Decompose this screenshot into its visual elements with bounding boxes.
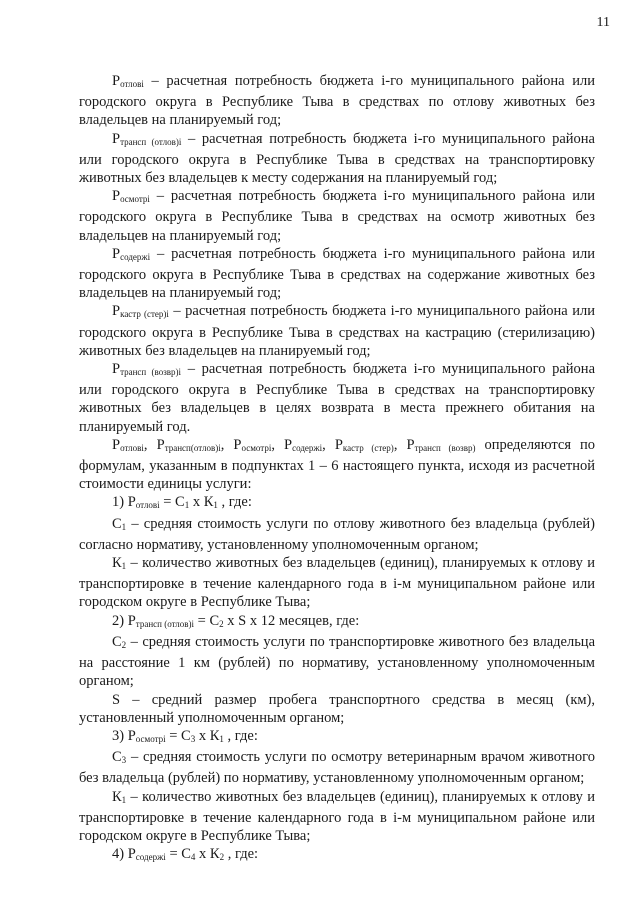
formula-rhs: = С (165, 727, 191, 744)
formula-subscript: 1 (213, 500, 218, 511)
symbol: Р (112, 130, 121, 147)
paragraph-text: определяются по формулам, указанным в подпунктах 1 – 6 настоящего пункта, исходя из расчетной стоимости единицы услуги: (79, 436, 596, 493)
definition-c2 (79, 633, 595, 691)
paragraph-text: – количество животных без владельцев (единиц), планируемых к отлову и транспортировке в течение календарного года в i-м муниципальном районе или городском округе в Республике Тыва; (79, 555, 595, 611)
formula-3 (79, 727, 595, 748)
document-body (79, 72, 595, 866)
paragraph-text: – средняя стоимость услуги по отлову животного без владельца (рублей) согласно нормативу, установленному уполномоченным органом; (79, 515, 595, 553)
formula-lhs: 4) Р (112, 846, 136, 863)
formula-tail: х S х 12 месяцев, где: (223, 612, 360, 629)
paragraph-text: – расчетная потребность бюджета i-го муниципального района или городского округа в Республике Тыва в средствах на транспортировку животных без владельцев в целях возврата в места прежнего обитания на планируемый год. (79, 361, 596, 435)
symbol: Р (284, 436, 293, 453)
paragraph-text: – расчетная потребность бюджета i-го муниципального района или городского округа в Республике Тыва в средствах на кастрацию (стерилизацию) животных без владельцев на планируемый год; (79, 303, 595, 359)
symbol: Р (156, 436, 165, 453)
paragraph-text: – расчетная потребность бюджета i-го муниципального района или городского округа в Республике Тыва в средствах на транспортировку животных без владельцев к месту содержания на планируемый год; (79, 130, 595, 187)
paragraph-def-otlov (79, 72, 595, 130)
formula-subscript: 1 (184, 500, 190, 511)
definition-s (79, 691, 595, 727)
formula-tail: , где: (224, 846, 259, 863)
paragraph-text: – средняя стоимость услуги по осмотру ветеринарным врачом животного без владельца (рублей) по нормативу, установленному уполномоченным органом; (79, 749, 595, 787)
formula-subscript: 1 (219, 733, 224, 744)
symbol-subscript: 1 (121, 561, 127, 572)
formula-rhs: х К (195, 727, 220, 744)
formula-tail: , где: (217, 494, 252, 511)
symbol-subscript: 2 (121, 639, 127, 650)
symbol: Р (112, 245, 121, 262)
definition-c1 (79, 515, 595, 554)
symbol-subscript: кастр (стер) (342, 442, 394, 453)
definition-k1-repeat (79, 788, 595, 846)
paragraph-text: – расчетная потребность бюджета i-го муниципального района или городского округа в Республике Тыва в средствах на осмотр животных без владельцев на планируемый год; (79, 188, 595, 244)
paragraph-text: – расчетная потребность бюджета i-го муниципального района или городского округа в Республике Тыва в средствах на содержание животных без владельцев на планируемый год; (79, 245, 595, 302)
symbol-subscript: 1 (121, 521, 127, 532)
formula-tail: , где: (223, 727, 258, 744)
formula-rhs: = С (194, 612, 220, 629)
symbol-subscript: 1 (121, 794, 127, 805)
symbol-subscript: 3 (121, 755, 127, 766)
formula-subscript: содержi (135, 852, 166, 863)
paragraph-text: – расчетная потребность бюджета i-го муниципального района или городского округа в Республике Тыва в средствах по отлову животных без владельцев на планируемый год; (79, 73, 595, 129)
symbol-subscript: трансп(отлов)i (164, 442, 221, 453)
formula-2 (79, 612, 595, 633)
symbol-subscript: трансп (возвр)i (120, 367, 182, 378)
formula-lhs: 2) Р (112, 612, 136, 629)
separator: , (143, 436, 157, 453)
symbol: Р (112, 303, 121, 320)
separator: , (271, 436, 285, 453)
formula-subscript: 2 (219, 852, 225, 863)
formula-subscript: осмотрi (135, 733, 166, 744)
definition-c3 (79, 748, 595, 787)
symbol: Р (334, 436, 343, 453)
symbol-subscript: отловi (120, 79, 144, 89)
separator: , (393, 436, 407, 453)
paragraph-def-kastr (79, 302, 595, 360)
separator: , (322, 436, 335, 453)
paragraph-summary (79, 436, 595, 494)
symbol: С (112, 633, 122, 650)
formula-1 (79, 493, 595, 514)
symbol: Р (233, 436, 242, 453)
formula-subscript: трансп (отлов)i (135, 618, 195, 629)
symbol: Р (112, 188, 121, 205)
symbol: Р (406, 436, 415, 453)
paragraph-def-soderzh (79, 245, 595, 303)
paragraph-text: – средняя стоимость услуги по транспортировке животного без владельца на расстояние 1 км (рублей) по нормативу, установленному уполномоченным органом; (79, 633, 595, 690)
symbol-subscript: содержi (292, 442, 323, 453)
formula-subscript: 2 (219, 618, 224, 629)
formula-rhs: = С (159, 494, 185, 511)
symbol-subscript: трансп (отлов)i (120, 136, 182, 147)
separator: , (220, 436, 234, 453)
symbol-subscript: осмотрi (241, 442, 272, 453)
symbol-subscript: отловi (120, 442, 144, 453)
symbol-subscript: осмотрi (120, 194, 150, 205)
symbol: Р (112, 73, 121, 89)
paragraph-def-transp-vozvr (79, 360, 595, 436)
symbol: Р (112, 436, 121, 453)
symbol: С (112, 749, 122, 766)
symbol-subscript: трансп (возвр) (414, 442, 476, 453)
paragraph-def-osmotr (79, 187, 595, 245)
paragraph-def-transp-otlov (79, 130, 595, 188)
formula-subscript: 3 (190, 733, 196, 744)
symbol-subscript: кастр (стер)i (120, 309, 169, 320)
paragraph-text: S – средний размер пробега транспортного средства в месяц (км), установленный уполномоченным органом; (79, 691, 595, 726)
formula-rhs: = С (165, 846, 191, 863)
definition-k1 (79, 554, 595, 612)
formula-rhs: х К (195, 846, 220, 863)
formula-lhs: 3) Р (112, 727, 136, 744)
formula-subscript: отловi (135, 500, 160, 511)
formula-4 (79, 845, 595, 866)
symbol: С (112, 515, 122, 532)
formula-subscript: 4 (190, 852, 196, 863)
formula-rhs: х К (189, 494, 214, 511)
paragraph-text: – количество животных без владельцев (единиц), планируемых к отлову и транспортировке в течение календарного года в i-м муниципальном районе или городском округе в Республике Тыва; (79, 788, 595, 844)
symbol-subscript: содержi (120, 251, 151, 262)
page-number: 11 (596, 15, 610, 30)
symbol: К (112, 788, 122, 805)
symbol: К (112, 555, 122, 572)
symbol: Р (112, 361, 121, 378)
formula-lhs: 1) Р (112, 494, 136, 511)
